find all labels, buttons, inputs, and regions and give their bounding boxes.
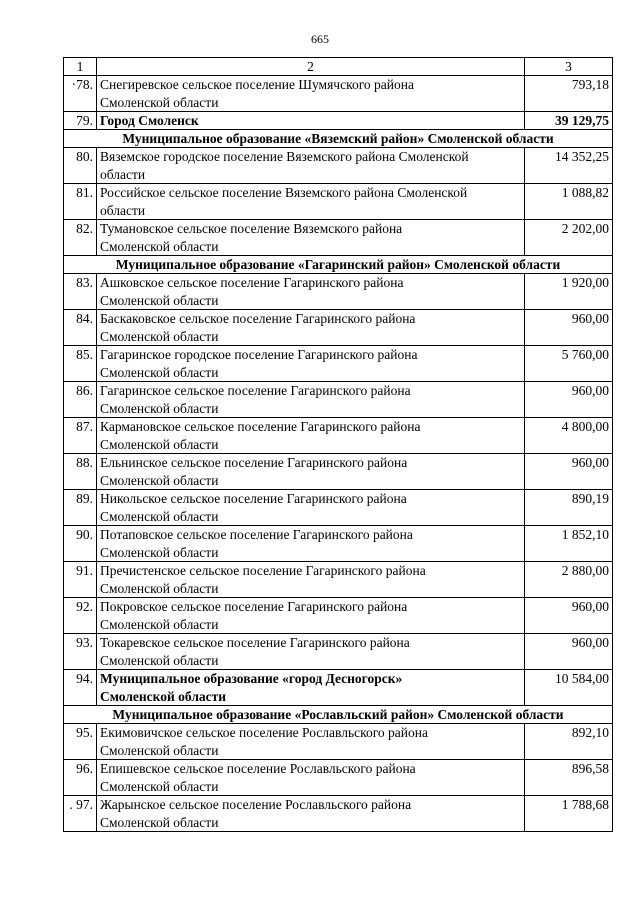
row-name-line-1: Баскаковское сельское поселение Гагаринского района (100, 311, 416, 326)
row-name-line-1: Ашковское сельское поселение Гагаринского района (100, 275, 404, 290)
row-name (97, 418, 525, 454)
row-name (97, 148, 525, 184)
row-amount: 960,00 (525, 598, 613, 634)
table-row (64, 274, 613, 310)
row-amount: 2 880,00 (525, 562, 613, 598)
row-name (97, 634, 525, 670)
row-name-line-1: Российское сельское поселение Вяземского района Смоленской (100, 185, 468, 200)
row-name (97, 76, 525, 112)
row-amount: 892,10 (525, 724, 613, 760)
row-number: 91. (64, 562, 97, 598)
row-amount: 2 202,00 (525, 220, 613, 256)
row-amount: 793,18 (525, 76, 613, 112)
row-number: 81. (64, 184, 97, 220)
row-name-line-1: Гагаринское сельское поселение Гагаринского района (100, 383, 411, 398)
row-number: ·78. (64, 76, 97, 112)
row-name (97, 724, 525, 760)
table-row (64, 418, 613, 454)
row-name-line-2: Смоленской области (100, 364, 219, 380)
row-name-line-2: Смоленской области (100, 328, 219, 344)
row-amount: 960,00 (525, 310, 613, 346)
row-name-line-2: Смоленской области (100, 616, 219, 632)
table-row (64, 598, 613, 634)
row-amount: 14 352,25 (525, 148, 613, 184)
row-number: 93. (64, 634, 97, 670)
section-header-row (64, 706, 613, 724)
row-name-line-1: Епишевское сельское поселение Рославльского района (100, 761, 416, 776)
budget-table-body (64, 58, 613, 832)
row-amount: 960,00 (525, 634, 613, 670)
row-name-line-2: Смоленской области (100, 580, 219, 596)
row-name (97, 760, 525, 796)
row-name (97, 310, 525, 346)
header-col-3: 3 (525, 58, 613, 76)
header-col-1: 1 (64, 58, 97, 76)
row-name-line-2: Смоленской области (100, 94, 219, 110)
table-row (64, 670, 613, 706)
row-number: 92. (64, 598, 97, 634)
table-row (64, 148, 613, 184)
row-name-line-1: Муниципальное образование «город Десногорск» (100, 671, 403, 686)
row-name-line-2: Смоленской области (100, 292, 219, 308)
row-number: 90. (64, 526, 97, 562)
row-number: 89. (64, 490, 97, 526)
row-name-line-1: Жарынское сельское поселение Рославльского района (100, 797, 412, 812)
section-header-row (64, 130, 613, 148)
table-row (64, 724, 613, 760)
row-name (97, 274, 525, 310)
row-number: 80. (64, 148, 97, 184)
row-name (97, 598, 525, 634)
section-header-row (64, 256, 613, 274)
table-row (64, 490, 613, 526)
row-name (97, 670, 525, 706)
table-row (64, 346, 613, 382)
row-number: 79. (64, 112, 97, 130)
section-title: Муниципальное образование «Рославльский район» Смоленской области (64, 706, 613, 724)
row-number: 96. (64, 760, 97, 796)
row-number: 95. (64, 724, 97, 760)
row-name-line-1: Потаповское сельское поселение Гагаринского района (100, 527, 413, 542)
row-amount: 960,00 (525, 382, 613, 418)
row-name-line-2: Смоленской области (100, 742, 219, 758)
row-name-line-1: Токаревское сельское поселение Гагаринского района (100, 635, 410, 650)
row-name-line-1: Вяземское городское поселение Вяземского района Смоленской (100, 149, 469, 164)
row-number: 86. (64, 382, 97, 418)
row-number: 88. (64, 454, 97, 490)
row-name (97, 562, 525, 598)
table-row (64, 76, 613, 112)
row-number: . 97. (64, 796, 97, 832)
row-name-line-2: Смоленской области (100, 778, 219, 794)
row-amount: 5 760,00 (525, 346, 613, 382)
row-amount: 960,00 (525, 454, 613, 490)
row-name-line-1: Никольское сельское поселение Гагаринского района (100, 491, 407, 506)
row-name (97, 184, 525, 220)
row-number: 83. (64, 274, 97, 310)
table-row (64, 760, 613, 796)
row-amount: 4 800,00 (525, 418, 613, 454)
row-name-line-1: Кармановское сельское поселение Гагаринского района (100, 419, 421, 434)
row-name (97, 346, 525, 382)
table-row (64, 220, 613, 256)
table-row (64, 526, 613, 562)
table-row (64, 454, 613, 490)
row-number: 94. (64, 670, 97, 706)
row-amount: 1 788,68 (525, 796, 613, 832)
row-name-line-2: Смоленской области (100, 436, 219, 452)
row-name-line-1: Гагаринское городское поселение Гагаринского района (100, 347, 418, 362)
page-number: 665 (311, 32, 329, 46)
section-title: Муниципальное образование «Гагаринский район» Смоленской области (64, 256, 613, 274)
table-row (64, 796, 613, 832)
row-name-line-2: Смоленской области (100, 400, 219, 416)
row-name-line-1: Покровское сельское поселение Гагаринского района (100, 599, 408, 614)
row-name (97, 382, 525, 418)
row-amount: 1 852,10 (525, 526, 613, 562)
row-number: 82. (64, 220, 97, 256)
row-name-line-2: Смоленской области (100, 508, 219, 524)
row-name: Город Смоленск (97, 112, 525, 130)
row-amount: 1 920,00 (525, 274, 613, 310)
row-name-line-2: Смоленской области (100, 652, 219, 668)
row-name (97, 454, 525, 490)
header-col-2: 2 (97, 58, 525, 76)
row-name-line-2: Смоленской области (100, 238, 219, 254)
table-row (64, 184, 613, 220)
row-name-line-2: области (100, 166, 146, 182)
row-name-line-2: Смоленской области (100, 814, 219, 830)
row-number: 84. (64, 310, 97, 346)
row-number: 85. (64, 346, 97, 382)
row-name (97, 796, 525, 832)
table-row (64, 112, 613, 130)
row-name-line-1: Ельнинское сельское поселение Гагаринского района (100, 455, 408, 470)
row-amount: 890,19 (525, 490, 613, 526)
row-amount: 1 088,82 (525, 184, 613, 220)
section-title: Муниципальное образование «Вяземский район» Смоленской области (64, 130, 613, 148)
row-name-line-2: Смоленской области (100, 544, 219, 560)
row-name-line-1: Пречистенское сельское поселение Гагаринского района (100, 563, 426, 578)
row-name-line-2: Смоленской области (100, 472, 219, 488)
row-name-line-2: области (100, 202, 146, 218)
row-name-line-1: Екимовичское сельское поселение Рославльского района (100, 725, 428, 740)
row-amount: 10 584,00 (525, 670, 613, 706)
row-number: 87. (64, 418, 97, 454)
table-header-row (64, 58, 613, 76)
row-amount: 896,58 (525, 760, 613, 796)
row-name-line-2: Смоленской области (100, 688, 227, 704)
row-name-line-1: Снегиревское сельское поселение Шумячского района (100, 77, 414, 92)
row-name (97, 220, 525, 256)
row-name (97, 526, 525, 562)
table-row (64, 562, 613, 598)
table-row (64, 382, 613, 418)
table-row (64, 634, 613, 670)
table-row (64, 310, 613, 346)
row-name (97, 490, 525, 526)
budget-table (63, 57, 613, 832)
row-name-line-1: Тумановское сельское поселение Вяземского района (100, 221, 403, 236)
row-amount: 39 129,75 (525, 112, 613, 130)
